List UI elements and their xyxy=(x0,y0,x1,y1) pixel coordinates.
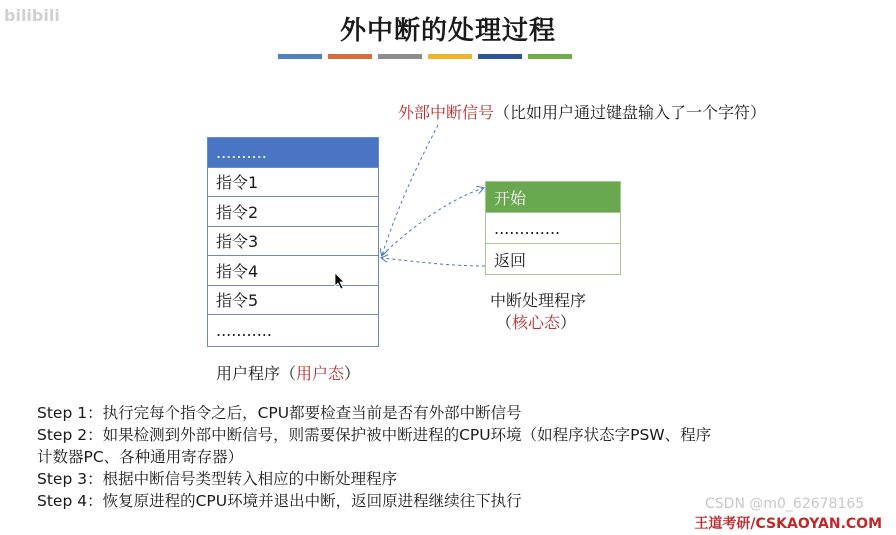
wangdao-watermark: 王道考研/CSKAOYAN.COM xyxy=(694,516,882,532)
user-program-row: 指令3 xyxy=(208,227,378,257)
handler-caption: 中断处理程序 xyxy=(490,291,587,310)
step-line: Step 1：执行完每个指令之后，CPU都要检查当前是否有外部中断信号 xyxy=(37,404,522,422)
handler-row: 返回 xyxy=(494,251,527,270)
step-line: Step 3：根据中断信号类型转入相应的中断处理程序 xyxy=(37,470,398,488)
user-program-caption-end: ） xyxy=(344,364,361,383)
user-program-row: 指令5 xyxy=(208,286,378,316)
handler-mode-close: ） xyxy=(560,313,577,332)
signal-label-red: 外部中断信号 xyxy=(398,103,495,122)
user-program-row: 指令4 xyxy=(208,256,378,286)
bilibili-logo: bilibili xyxy=(4,6,60,25)
jump-to-handler-arrow xyxy=(382,188,483,255)
return-arrow xyxy=(382,258,485,266)
steps-list xyxy=(37,402,711,512)
user-mode-label: 用户态 xyxy=(296,364,345,383)
user-program-row: 指令1 xyxy=(208,168,378,198)
user-program-row: .......... xyxy=(208,138,378,168)
kernel-mode-label: 核心态 xyxy=(512,313,561,332)
page-title: 外中断的处理过程 xyxy=(339,16,556,46)
handler-mode-open: （ xyxy=(496,313,513,332)
step-line: Step 2：如果检测到外部中断信号，则需要保护被中断进程的CPU环境（如程序状态字PSW、程序 xyxy=(37,426,712,444)
csdn-watermark: CSDN @m0_62678165 xyxy=(705,496,865,512)
signal-arrow xyxy=(382,125,438,255)
user-program-row: 指令2 xyxy=(208,197,378,227)
step-line: Step 4：恢复原进程的CPU环境并退出中断，返回原进程继续往下执行 xyxy=(37,492,522,510)
user-program-caption-text: 用户程序（ xyxy=(216,364,297,383)
mouse-cursor-icon xyxy=(334,272,346,290)
handler-row: 开始 xyxy=(486,182,620,213)
signal-label-rest: （比如用户通过键盘输入了一个字符） xyxy=(494,103,767,122)
step-line: 计数器PC、各种通用寄存器） xyxy=(37,448,244,466)
user-program-row: ........... xyxy=(216,320,272,340)
handler-row: ............. xyxy=(486,213,620,244)
